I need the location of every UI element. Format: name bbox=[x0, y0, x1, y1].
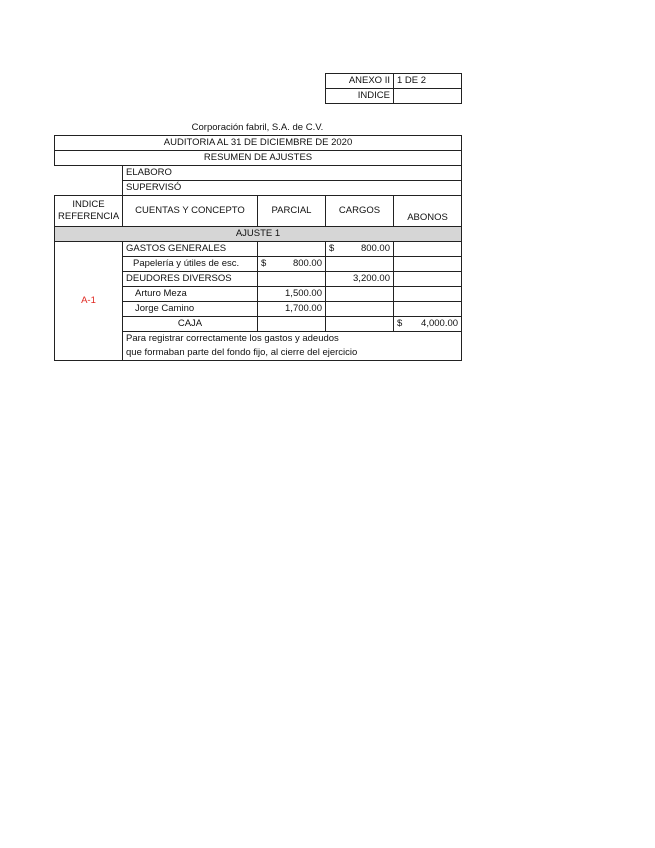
row-concept: DEUDORES DIVERSOS bbox=[123, 272, 258, 287]
row-partial bbox=[258, 242, 326, 257]
reference-code: A-1 bbox=[81, 295, 96, 306]
row-concept: Papelería y útiles de esc. bbox=[123, 257, 258, 272]
company-name: Corporación fabril, S.A. de C.V. bbox=[191, 122, 324, 133]
column-headers bbox=[55, 196, 462, 227]
currency-sign: $ bbox=[397, 318, 403, 329]
audit-title: AUDITORIA AL 31 DE DICIEMBRE DE 2020 bbox=[55, 136, 462, 151]
annex-label: ANEXO II bbox=[326, 74, 394, 89]
adjustment-title: AJUSTE 1 bbox=[55, 227, 462, 242]
row-credits bbox=[394, 242, 462, 257]
row-partial bbox=[258, 317, 326, 332]
table-row bbox=[55, 242, 462, 257]
row-charges bbox=[326, 257, 394, 272]
row-charges bbox=[326, 317, 394, 332]
reference-cell bbox=[55, 242, 123, 361]
summary-title: RESUMEN DE AJUSTES bbox=[55, 151, 462, 166]
row-partial: 1,700.00 bbox=[258, 302, 326, 317]
amount: 800.00 bbox=[292, 258, 322, 269]
blank-cell bbox=[55, 166, 123, 196]
currency-sign: $ bbox=[329, 243, 335, 254]
row-charges bbox=[326, 287, 394, 302]
note-line-2: que formaban parte del fondo fijo, al cierre del ejercicio bbox=[123, 346, 462, 361]
row-credits bbox=[394, 317, 462, 332]
annex-box bbox=[325, 73, 462, 104]
amount: 800.00 bbox=[360, 243, 390, 254]
row-credits bbox=[394, 302, 462, 317]
row-concept: GASTOS GENERALES bbox=[123, 242, 258, 257]
prepared-label: ELABORO bbox=[123, 166, 462, 181]
row-charges bbox=[326, 302, 394, 317]
row-partial bbox=[258, 272, 326, 287]
amount: 4,000.00 bbox=[421, 318, 459, 329]
annex-page: 1 DE 2 bbox=[394, 74, 462, 89]
note-line-1: Para registrar correctamente los gastos y adeudos bbox=[123, 332, 462, 347]
column-credits: ABONOS bbox=[394, 196, 462, 227]
adjustments-sheet bbox=[54, 135, 462, 361]
annex-index-label: INDICE bbox=[326, 89, 394, 104]
row-credits bbox=[394, 257, 462, 272]
supervised-label: SUPERVISÓ bbox=[123, 181, 462, 196]
column-ref-line2: REFERENCIA bbox=[58, 211, 120, 222]
column-ref-line1: INDICE bbox=[72, 199, 105, 210]
row-charges: 3,200.00 bbox=[326, 272, 394, 287]
column-partial: PARCIAL bbox=[258, 196, 326, 227]
row-partial: 1,500.00 bbox=[258, 287, 326, 302]
row-credits bbox=[394, 272, 462, 287]
column-charges: CARGOS bbox=[326, 196, 394, 227]
row-charges bbox=[326, 242, 394, 257]
annex-index-value bbox=[394, 89, 462, 104]
column-ref bbox=[55, 196, 123, 227]
row-partial bbox=[258, 257, 326, 272]
row-concept: Jorge Camino bbox=[123, 302, 258, 317]
row-credits bbox=[394, 287, 462, 302]
row-concept: CAJA bbox=[123, 317, 258, 332]
row-concept: Arturo Meza bbox=[123, 287, 258, 302]
currency-sign: $ bbox=[261, 258, 267, 269]
column-concept: CUENTAS Y CONCEPTO bbox=[123, 196, 258, 227]
